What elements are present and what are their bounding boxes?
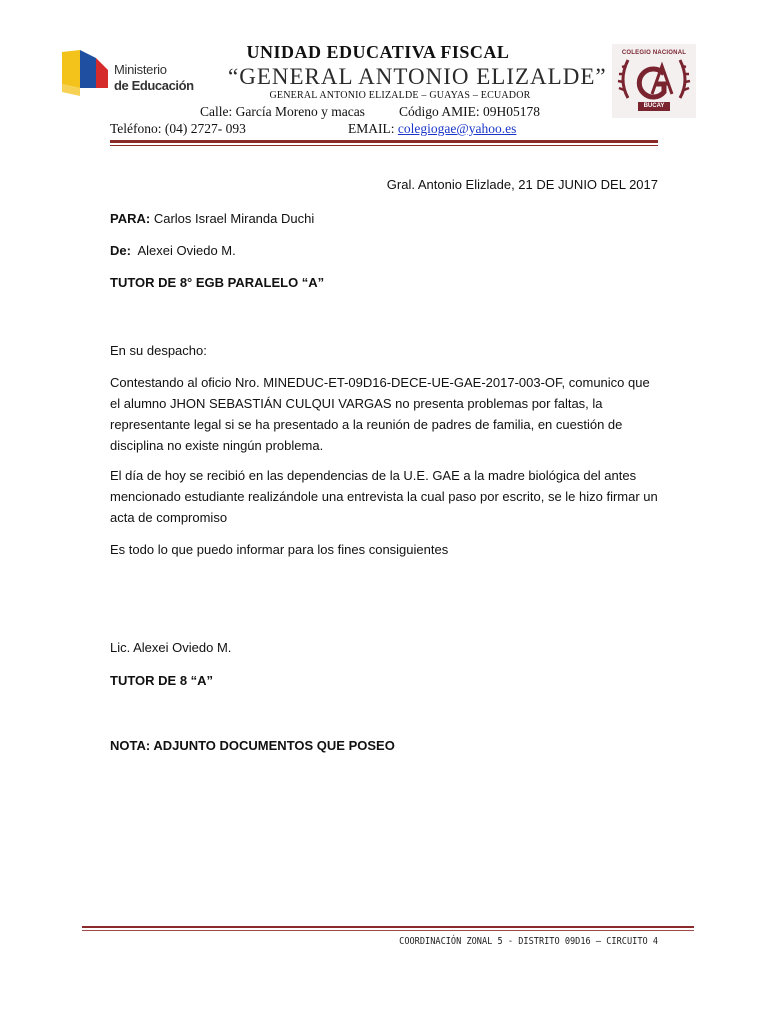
paragraph-2: El día de hoy se recibió en las dependencias de la U.E. GAE a la madre biológica del antes mencionado estudiante realizándole una entrevista la cual paso por escrito, se le hizo firmar un acta de compromiso xyxy=(110,468,658,525)
school-subtitle: GENERAL ANTONIO ELIZALDE – GUAYAS – ECUADOR xyxy=(269,90,531,101)
footer-rule xyxy=(82,926,694,928)
greeting: En su despacho: xyxy=(110,343,207,358)
logo-text-line2: de Educación xyxy=(114,78,194,93)
para-label: PARA: xyxy=(110,211,151,226)
address-line xyxy=(200,104,540,120)
address-text: Calle: García Moreno y macas xyxy=(200,104,365,119)
note-text: NOTA: ADJUNTO DOCUMENTOS QUE POSEO xyxy=(110,738,395,753)
de-value: Alexei Oviedo M. xyxy=(137,243,236,258)
email-link[interactable]: colegiogae@yahoo.es xyxy=(397,121,517,136)
footer-rule-thin xyxy=(82,930,694,931)
signature-role: TUTOR DE 8 “A” xyxy=(110,673,214,688)
paragraph-1: Contestando al oficio Nro. MINEDUC-ET-09D16-DECE-UE-GAE-2017-003-OF, comunico que el alumno JHON SEBASTIÁN CULQUI VARGAS no presenta problemas por faltas, la representante legal si se ha presentado a la reunión de padres de familia, en cuestión de disciplina no existe ningún problema. xyxy=(110,375,650,453)
logo-text-line1: Ministerio xyxy=(114,62,167,77)
tutor-heading: TUTOR DE 8° EGB PARALELO “A” xyxy=(110,275,325,290)
de-label: De: xyxy=(110,243,131,258)
signature-name: Lic. Alexei Oviedo M. xyxy=(110,640,232,655)
letter-date: Gral. Antonio Elizlade, 21 DE JUNIO DEL 2017 xyxy=(386,177,658,192)
paragraph-3: Es todo lo que puedo informar para los fines consiguientes xyxy=(110,542,449,557)
seal-bottom-text: BUCAY xyxy=(643,103,665,109)
header-rule-thin xyxy=(110,145,658,146)
amie-code: Código AMIE: 09H05178 xyxy=(398,104,540,119)
institution-title: UNIDAD EDUCATIVA FISCAL xyxy=(246,42,510,62)
colegio-seal xyxy=(612,44,696,118)
header-rule xyxy=(110,140,658,143)
seal-top-text: COLEGIO NACIONAL xyxy=(621,50,687,56)
recipient-line xyxy=(110,208,658,229)
email-line xyxy=(348,121,516,137)
para-value: Carlos Israel Miranda Duchi xyxy=(153,211,315,226)
email-label: EMAIL: xyxy=(348,121,395,136)
footer-text: COORDINACIÓN ZONAL 5 - DISTRITO 09D16 – CIRCUITO 4 xyxy=(399,936,658,947)
school-name: “GENERAL ANTONIO ELIZALDE” xyxy=(228,64,607,89)
sender-line xyxy=(110,240,658,261)
phone-text: Teléfono: (04) 2727- 093 xyxy=(110,121,246,136)
ministerio-educacion-logo xyxy=(62,48,192,98)
